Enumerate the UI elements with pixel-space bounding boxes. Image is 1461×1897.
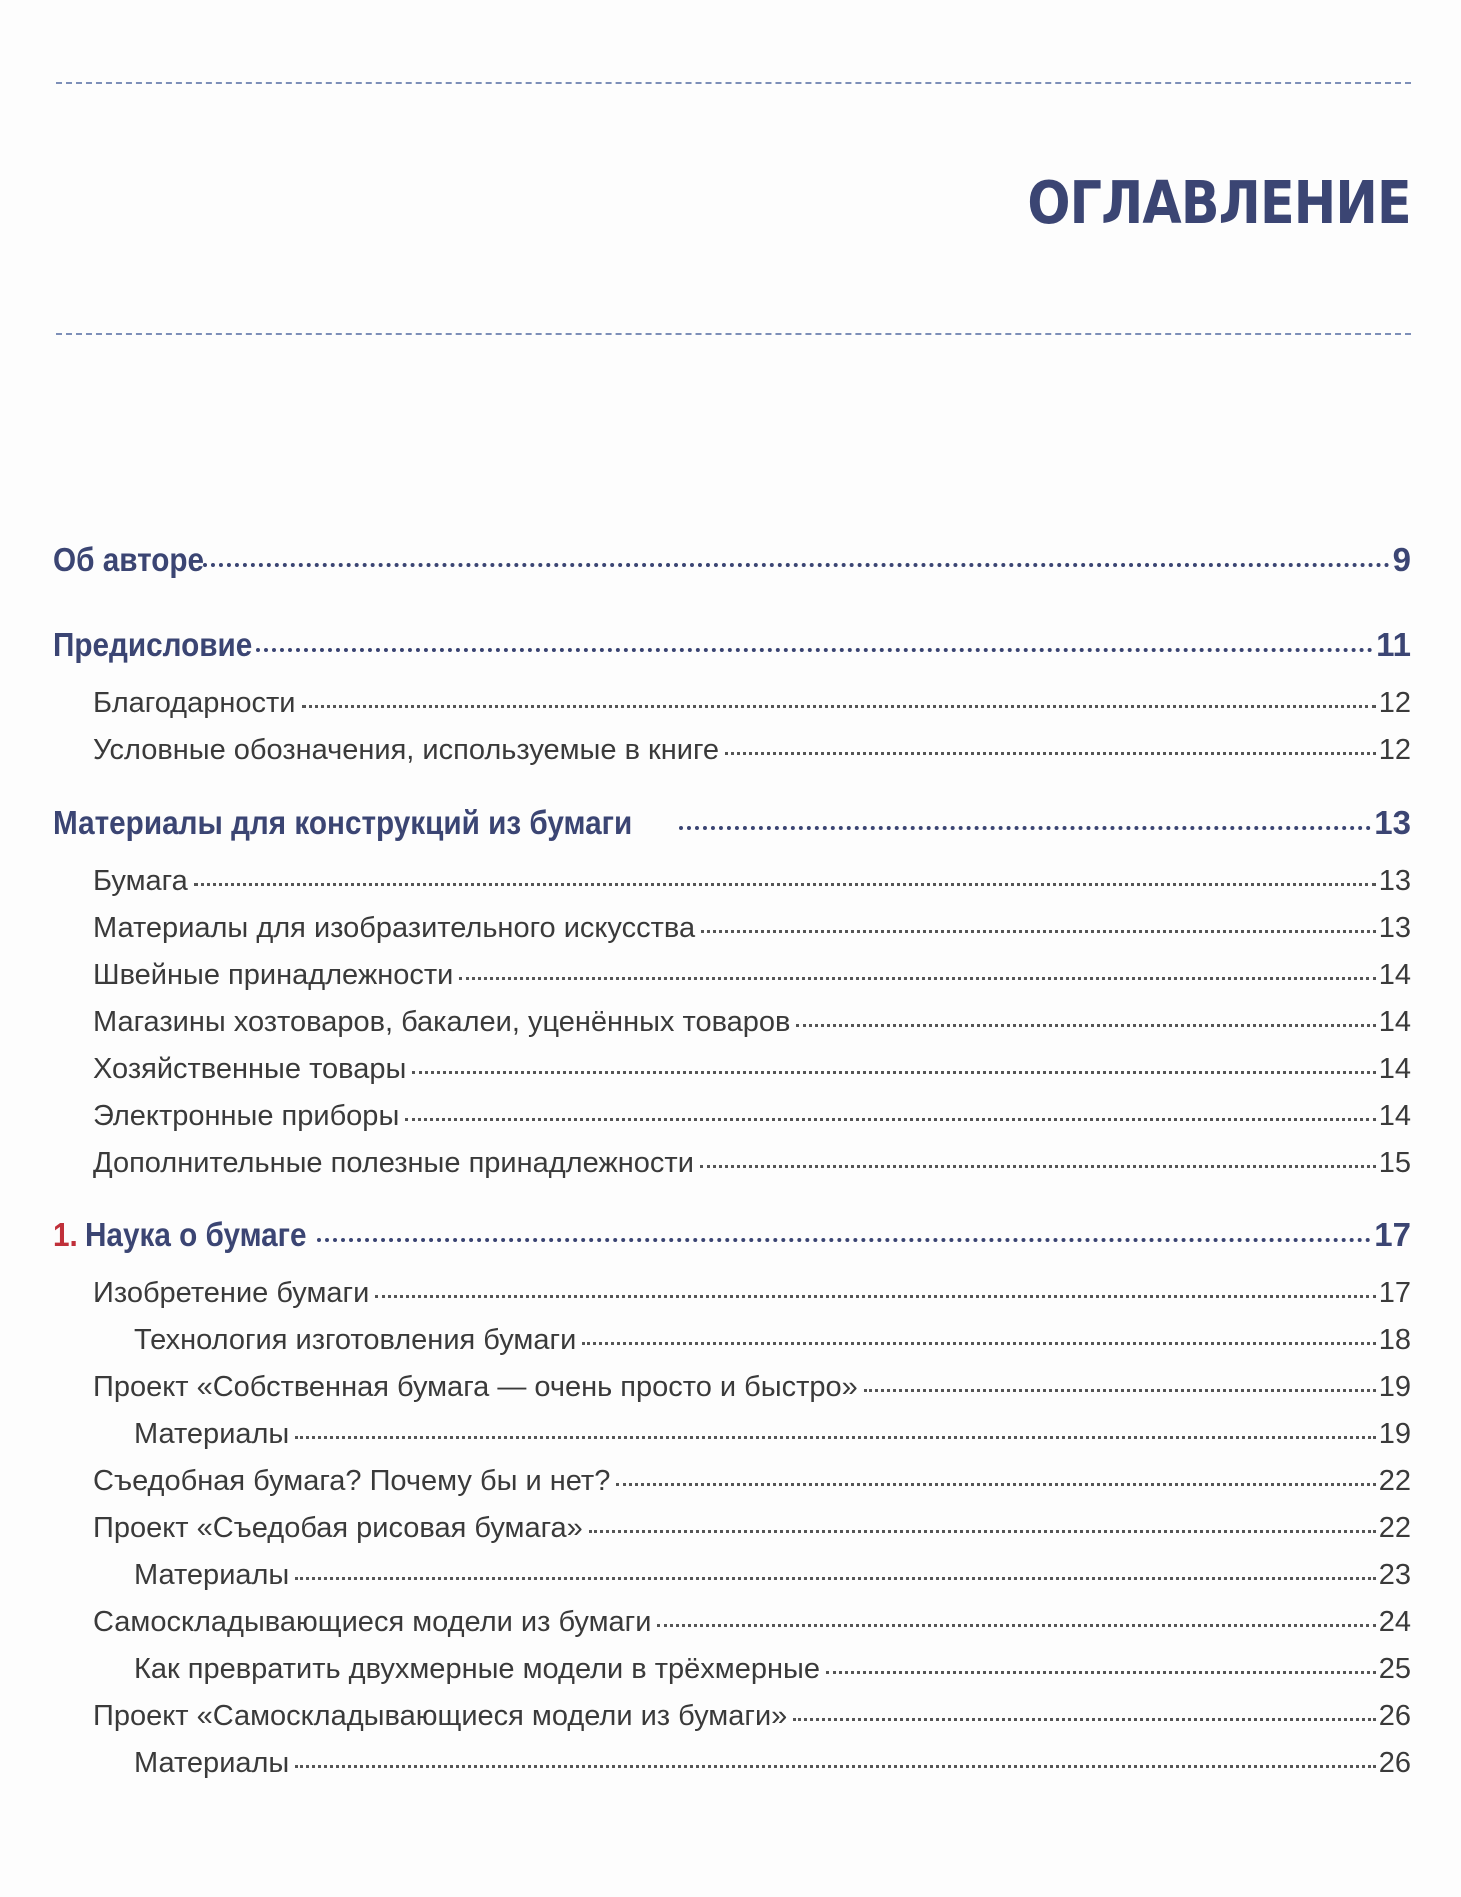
toc-page-number: 25 <box>1378 1653 1411 1685</box>
toc-entry-label: Дополнительные полезные принадлежности <box>93 1147 694 1179</box>
toc-entry-label: Бумага <box>93 865 188 897</box>
toc-section-heading[interactable] <box>53 804 1411 842</box>
toc-entry[interactable] <box>93 1006 1411 1039</box>
toc-entry-title <box>93 959 453 992</box>
toc-entry[interactable] <box>134 1559 1411 1592</box>
toc-entry-label: Материалы <box>134 1559 290 1591</box>
dot-leader <box>203 563 1390 567</box>
toc-page-number: 14 <box>1378 1100 1411 1132</box>
toc-entry-label: Об авторе <box>53 541 205 578</box>
dot-leader <box>701 930 1376 933</box>
toc-entry-title <box>134 1324 576 1357</box>
toc-entry[interactable] <box>93 687 1411 720</box>
toc-entry[interactable] <box>93 912 1411 945</box>
toc-entry[interactable] <box>93 1147 1411 1180</box>
toc-page-number: 22 <box>1378 1465 1411 1497</box>
toc-entry-title <box>53 1216 307 1254</box>
toc-entry-title <box>93 865 188 898</box>
dot-leader <box>295 1436 1375 1439</box>
toc-entry-title <box>93 1100 399 1133</box>
toc-entry-title <box>93 1006 790 1039</box>
toc-entry-label: Материалы для изобразительного искусства <box>93 912 696 944</box>
toc-entry[interactable] <box>93 1277 1411 1310</box>
toc-entry[interactable] <box>93 1606 1411 1639</box>
toc-entry-label: Материалы для конструкций из бумаги <box>53 804 633 841</box>
dot-leader <box>826 1671 1376 1674</box>
toc-entry-label: Наука о бумаге <box>84 1216 307 1253</box>
toc-entry-title <box>93 1512 583 1545</box>
toc-entry-title <box>93 1606 651 1639</box>
dot-leader <box>302 705 1376 708</box>
dot-leader <box>459 977 1375 980</box>
toc-entry-title <box>93 1465 610 1498</box>
dot-leader <box>616 1483 1375 1486</box>
toc-page-number: 24 <box>1378 1606 1411 1638</box>
dot-leader <box>295 1577 1375 1580</box>
toc-entry-title <box>53 541 204 579</box>
toc-entry[interactable] <box>93 1465 1411 1498</box>
toc-entry-title <box>93 1700 787 1733</box>
dot-leader <box>405 1118 1375 1121</box>
toc-entry[interactable] <box>134 1418 1411 1451</box>
dot-leader <box>589 1530 1376 1533</box>
toc-entry-label: Материалы <box>134 1747 290 1779</box>
chapter-number: 1. <box>53 1216 78 1253</box>
toc-entry[interactable] <box>134 1747 1411 1780</box>
toc-entry[interactable] <box>93 1053 1411 1086</box>
toc-entry-label: Условные обозначения, используемые в книге <box>93 734 720 766</box>
toc-entry-label: Предисловие <box>53 626 253 663</box>
dot-leader <box>796 1024 1375 1027</box>
toc-entry-label: Материалы <box>134 1418 290 1450</box>
toc-entry[interactable] <box>93 1371 1411 1404</box>
dot-leader <box>582 1342 1375 1345</box>
toc-entry-label: Самоскладывающиеся модели из бумаги <box>93 1606 652 1638</box>
toc-entry[interactable] <box>93 865 1411 898</box>
toc-entry-label: Проект «Самоскладывающиеся модели из бумаги» <box>93 1700 788 1732</box>
toc-section-heading[interactable] <box>53 1216 1411 1254</box>
toc-entry-label: Изобретение бумаги <box>93 1277 370 1309</box>
toc-entry[interactable] <box>93 1700 1411 1733</box>
toc-page-number: 12 <box>1378 734 1411 766</box>
toc-entry-label: Магазины хозтоваров, бакалеи, уценённых товаров <box>93 1006 791 1038</box>
toc-page-number: 14 <box>1378 959 1411 991</box>
toc-entry[interactable] <box>134 1653 1411 1686</box>
toc-page-number: 22 <box>1378 1512 1411 1544</box>
toc-entry[interactable] <box>93 734 1411 767</box>
toc-page-number: 19 <box>1378 1371 1411 1403</box>
toc-entry-title <box>134 1418 289 1451</box>
toc-page-number: 12 <box>1378 687 1411 719</box>
toc-entry-label: Хозяйственные товары <box>93 1053 407 1085</box>
toc-entry-title <box>53 626 252 664</box>
dot-leader <box>256 648 1373 652</box>
toc-page-number: 18 <box>1378 1324 1411 1356</box>
toc-entry-title <box>93 1147 694 1180</box>
dot-leader <box>864 1389 1376 1392</box>
toc-entry-title <box>93 1053 406 1086</box>
dot-leader <box>700 1165 1376 1168</box>
toc-page-number: 14 <box>1378 1006 1411 1038</box>
toc-entry-title <box>93 734 719 767</box>
toc-entry-title <box>93 1277 369 1310</box>
toc-entry[interactable] <box>93 1512 1411 1545</box>
dot-leader <box>679 826 1372 830</box>
toc-entry-title <box>53 804 632 842</box>
toc-entry-label: Съедобная бумага? Почему бы и нет? <box>93 1465 611 1497</box>
toc-page-number: 13 <box>1374 804 1411 841</box>
toc-entry-title <box>93 1371 858 1404</box>
toc-section-heading[interactable] <box>53 626 1411 664</box>
dot-leader <box>317 1238 1372 1242</box>
toc-entry-title <box>134 1747 289 1780</box>
toc-page-number: 15 <box>1378 1147 1411 1179</box>
toc-page-number: 26 <box>1378 1747 1411 1779</box>
toc-entry[interactable] <box>134 1324 1411 1357</box>
toc-page-number: 14 <box>1378 1053 1411 1085</box>
dot-leader <box>793 1718 1375 1721</box>
toc-page-number: 23 <box>1378 1559 1411 1591</box>
toc-entry-label: Швейные принадлежности <box>93 959 454 991</box>
toc-entry-title <box>93 687 296 720</box>
toc-page-number: 13 <box>1378 912 1411 944</box>
toc-page-number: 19 <box>1378 1418 1411 1450</box>
page-title: ОГЛАВЛЕНИЕ <box>1027 168 1411 237</box>
dot-leader <box>412 1071 1375 1074</box>
toc-entry[interactable] <box>93 959 1411 992</box>
toc-page-number: 11 <box>1376 626 1411 663</box>
dot-leader <box>194 883 1376 886</box>
toc-entry[interactable] <box>93 1100 1411 1133</box>
toc-page-number: 13 <box>1378 865 1411 897</box>
dot-leader <box>725 752 1376 755</box>
toc-page-number: 9 <box>1392 541 1411 578</box>
toc-entry-title <box>93 912 695 945</box>
toc-page-number: 17 <box>1374 1216 1411 1253</box>
toc-entry-label: Технология изготовления бумаги <box>134 1324 577 1356</box>
toc-entry-label: Электронные приборы <box>93 1100 400 1132</box>
toc-entry-title <box>134 1559 289 1592</box>
toc-entry-label: Благодарности <box>93 687 296 719</box>
toc-entry-title <box>134 1653 820 1686</box>
toc-section-heading[interactable] <box>53 541 1411 579</box>
toc-entry-label: Как превратить двухмерные модели в трёхмерные <box>134 1653 820 1685</box>
dot-leader <box>657 1624 1375 1627</box>
dot-leader <box>375 1295 1375 1298</box>
toc-entry-label: Проект «Собственная бумага — очень просто и быстро» <box>93 1371 858 1403</box>
dot-leader <box>295 1765 1375 1768</box>
toc-entry-label: Проект «Съедобая рисовая бумага» <box>93 1512 583 1544</box>
toc-page-number: 26 <box>1378 1700 1411 1732</box>
toc-page-number: 17 <box>1378 1277 1411 1309</box>
